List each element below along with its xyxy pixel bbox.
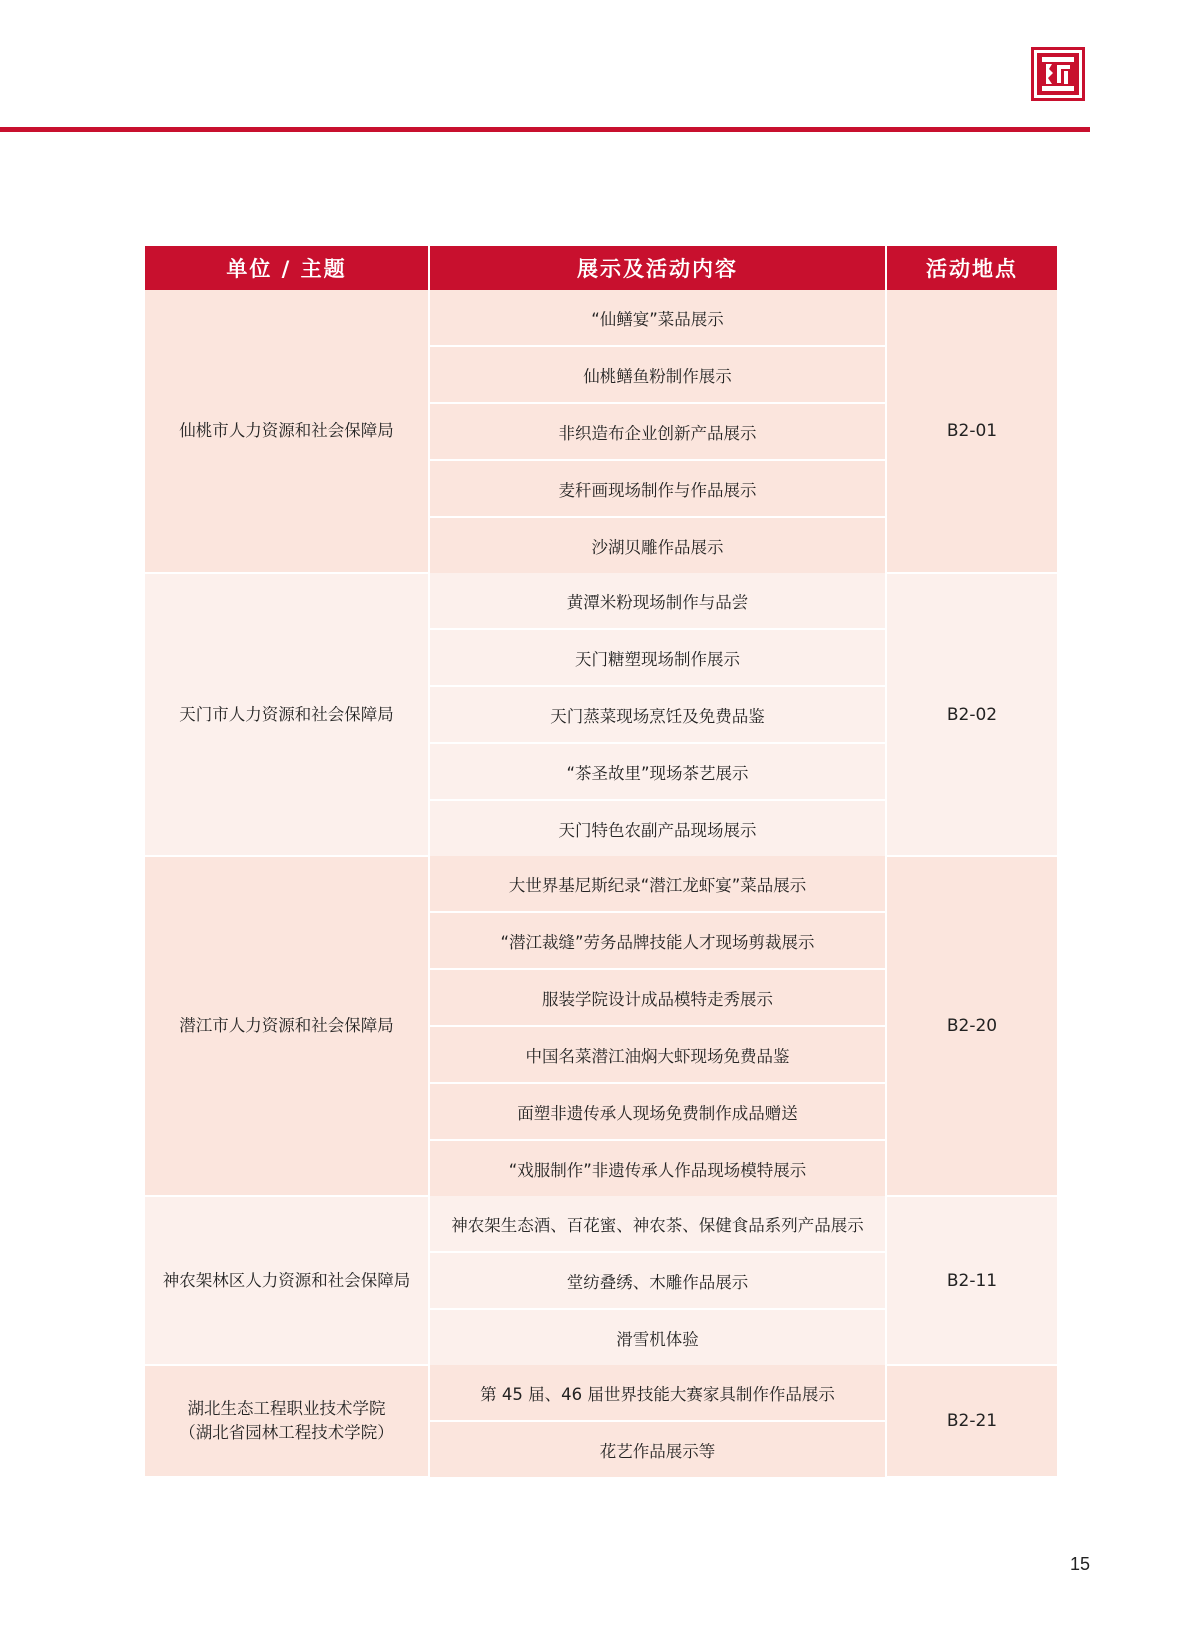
table-header-row: [145, 246, 1057, 290]
content-cell: 天门特色农副产品现场展示: [429, 800, 886, 856]
content-cell: 滑雪机体验: [429, 1309, 886, 1365]
table-row: [145, 290, 1057, 346]
content-cell: 服装学院设计成品模特走秀展示: [429, 969, 886, 1026]
content-cell: “潜江裁缝”劳务品牌技能人才现场剪裁展示: [429, 912, 886, 969]
table-row: [145, 1365, 1057, 1421]
content-cell: “仙鳝宴”菜品展示: [429, 290, 886, 346]
content-cell: “茶圣故里”现场茶艺展示: [429, 743, 886, 800]
content-cell: 麦秆画现场制作与作品展示: [429, 460, 886, 517]
location-cell: B2-01: [886, 290, 1057, 573]
location-cell: B2-02: [886, 573, 1057, 856]
location-cell: B2-11: [886, 1196, 1057, 1365]
content-cell: 中国名菜潜江油焖大虾现场免费品鉴: [429, 1026, 886, 1083]
unit-cell: [145, 1365, 429, 1477]
table-row: [145, 573, 1057, 629]
content-cell: 神农架生态酒、百花蜜、神农茶、保健食品系列产品展示: [429, 1196, 886, 1252]
unit-cell: 神农架林区人力资源和社会保障局: [145, 1196, 429, 1365]
content-cell: 面塑非遗传承人现场免费制作成品赠送: [429, 1083, 886, 1140]
table-row: [145, 1196, 1057, 1252]
content-cell: “戏服制作”非遗传承人作品现场模特展示: [429, 1140, 886, 1196]
content-cell: 仙桃鳝鱼粉制作展示: [429, 346, 886, 403]
column-header-content: 展示及活动内容: [429, 246, 886, 290]
table-row: [145, 856, 1057, 912]
unit-name-line: （湖北省园林工程技术学院）: [179, 1423, 394, 1442]
unit-cell: 仙桃市人力资源和社会保障局: [145, 290, 429, 573]
content-cell: 堂纺叠绣、木雕作品展示: [429, 1252, 886, 1309]
content-cell: 第 45 届、46 届世界技能大赛家具制作作品展示: [429, 1365, 886, 1421]
content-cell: 黄潭米粉现场制作与品尝: [429, 573, 886, 629]
content-cell: 天门蒸菜现场烹饪及免费品鉴: [429, 686, 886, 743]
unit-cell: 潜江市人力资源和社会保障局: [145, 856, 429, 1196]
craftsman-seal-icon: [1031, 47, 1085, 101]
activity-table: [145, 246, 1057, 1478]
content-cell: 花艺作品展示等: [429, 1421, 886, 1477]
content-cell: 天门糖塑现场制作展示: [429, 629, 886, 686]
unit-cell: 天门市人力资源和社会保障局: [145, 573, 429, 856]
page-number: 15: [1069, 1554, 1090, 1574]
content-cell: 非织造布企业创新产品展示: [429, 403, 886, 460]
location-cell: B2-21: [886, 1365, 1057, 1477]
column-header-location: 活动地点: [886, 246, 1057, 290]
content-cell: 大世界基尼斯纪录“潜江龙虾宴”菜品展示: [429, 856, 886, 912]
location-cell: B2-20: [886, 856, 1057, 1196]
header-divider: [0, 127, 1090, 132]
unit-name-line: 湖北生态工程职业技术学院: [187, 1399, 386, 1418]
content-cell: 沙湖贝雕作品展示: [429, 517, 886, 573]
column-header-unit: 单位 / 主题: [145, 246, 429, 290]
